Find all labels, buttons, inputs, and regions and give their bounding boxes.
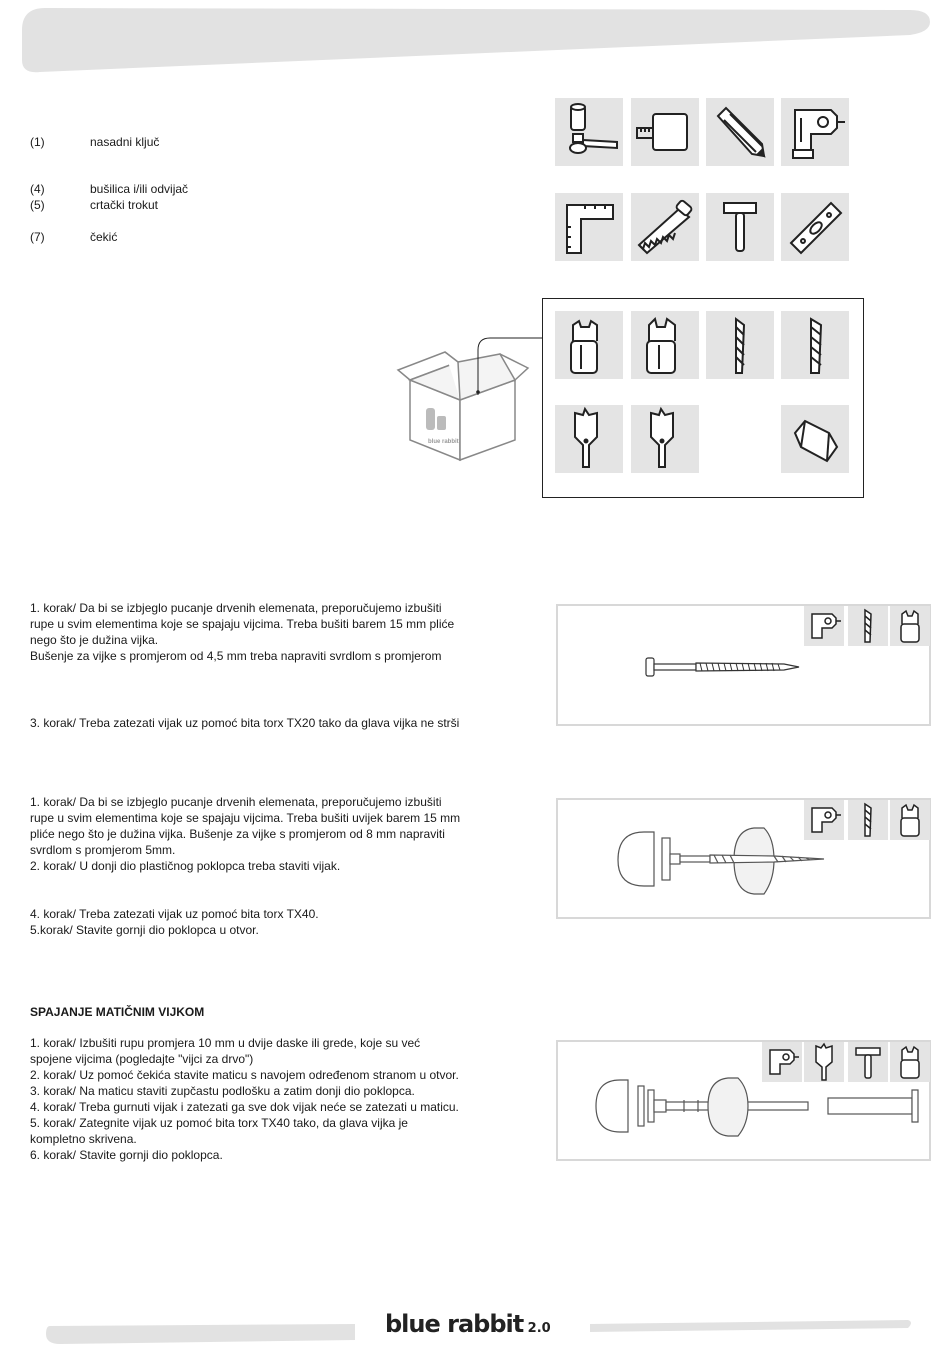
saw-icon	[631, 193, 699, 261]
tool-num: (7)	[30, 230, 45, 244]
section3-line: 4. korak/ Treba gurnuti vijak i zatezati ga sve dok vijak neće se zatezati u maticu.	[30, 1100, 459, 1114]
tape-measure-icon	[631, 98, 699, 166]
section2-text	[30, 794, 530, 874]
section3-line: 1. korak/ Izbušiti rupu promjera 10 mm u dvije daske ili grede, koje su već	[30, 1036, 421, 1050]
drill-icon	[804, 606, 844, 646]
footer-logo	[385, 1310, 585, 1350]
section2-line: 1. korak/ Da bi se izbjeglo pucanje drvenih elemenata, preporučujemo izbušiti	[30, 795, 442, 809]
spade-bit-icon	[631, 405, 699, 473]
wood-screw-drawing	[644, 656, 804, 678]
set-square-icon	[555, 193, 623, 261]
tool-label: bušilica i/ili odvijač	[90, 182, 189, 196]
footer-version: 2.0	[527, 1321, 551, 1336]
hammer-icon	[706, 193, 774, 261]
section3-line: 2. korak/ Uz pomoć čekića stavite maticu s navojem određenom stranom u otvor.	[30, 1068, 459, 1082]
section1-line: rupe u svim elementima koje se spajaju vijcima. Treba bušiti barem 15 mm pliće	[30, 617, 455, 631]
section3-line: 3. korak/ Na maticu staviti zupčastu podlošku a zatim donji dio poklopca.	[30, 1084, 415, 1098]
socket-wrench-icon	[555, 98, 623, 166]
section3-line: spojene vijcima (pogledajte "vijci za drvo")	[30, 1052, 254, 1066]
hex-socket-icon	[781, 405, 849, 473]
section3-heading: SPAJANJE MATIČNIM VIJKOM	[30, 1005, 205, 1019]
drill-bit-icon	[706, 311, 774, 379]
section2-line: pliće nego što je dužina vijka. Bušenje za vijke s promjerom od 8 mm napraviti	[30, 827, 445, 841]
torx-bit-icon	[555, 311, 623, 379]
header-band	[0, 0, 950, 80]
pencil-icon	[706, 98, 774, 166]
section1-step3: 3. korak/ Treba zatezati vijak uz pomoć bita torx TX20 tako da glava vijka ne strši	[30, 716, 460, 730]
box-illustration	[390, 330, 550, 470]
section3-line: kompletno skrivena.	[30, 1132, 137, 1146]
section3-line: 6. korak/ Stavite gornji dio poklopca.	[30, 1148, 223, 1162]
drill-icon	[781, 98, 849, 166]
box-logo-text: blue rabbit	[428, 439, 459, 445]
section1-line: nego što je dužina vijka.	[30, 633, 159, 647]
spade-bit-icon	[555, 405, 623, 473]
section2-line: 4. korak/ Treba zatezati vijak uz pomoć bita torx TX40.	[30, 907, 319, 921]
section2-text-b	[30, 906, 530, 938]
nut-bolt-panel	[556, 1040, 931, 1161]
tool-label: crtački trokut	[90, 198, 159, 212]
footer-brand: blue rabbit	[385, 1310, 524, 1338]
section2-line: svrdlom s promjerom 5mm.	[30, 843, 176, 857]
section1-text	[30, 600, 530, 664]
drill-bit-icon	[781, 311, 849, 379]
tool-num: (5)	[30, 198, 45, 212]
tool-label: nasadni ključ	[90, 135, 160, 149]
drill-bit-icon	[848, 800, 888, 840]
spirit-level-icon	[781, 193, 849, 261]
torx-bit-icon	[890, 606, 930, 646]
tool-num: (4)	[30, 182, 45, 196]
section1-line: 1. korak/ Da bi se izbjeglo pucanje drvenih elemenata, preporučujemo izbušiti	[30, 601, 442, 615]
section2-line: 2. korak/ U donji dio plastičnog poklopca treba staviti vijak.	[30, 859, 341, 873]
section1-line: Bušenje za vijke s promjerom od 4,5 mm treba napraviti svrdlom s promjerom	[30, 649, 442, 663]
section3-line: 5. korak/ Zategnite vijak uz pomoć bita torx TX40 tako, da glava vijka je	[30, 1116, 408, 1130]
section2-line: rupe u svim elementima koje se spajaju vijcima. Treba bušiti uvijek barem 15 mm	[30, 811, 461, 825]
screw-panel-2	[556, 798, 931, 919]
tool-label: čekić	[90, 230, 118, 244]
torx-bit-large-icon	[631, 311, 699, 379]
nut-bolt-drawing	[588, 1076, 924, 1138]
section3-text	[30, 1035, 530, 1163]
cover-screw-drawing	[614, 820, 844, 900]
screw-panel-1	[556, 604, 931, 726]
section2-line: 5.korak/ Stavite gornji dio poklopca u otvor.	[30, 923, 259, 937]
tool-num: (1)	[30, 135, 45, 149]
torx-bit-icon	[890, 800, 930, 840]
drill-bit-icon	[848, 606, 888, 646]
